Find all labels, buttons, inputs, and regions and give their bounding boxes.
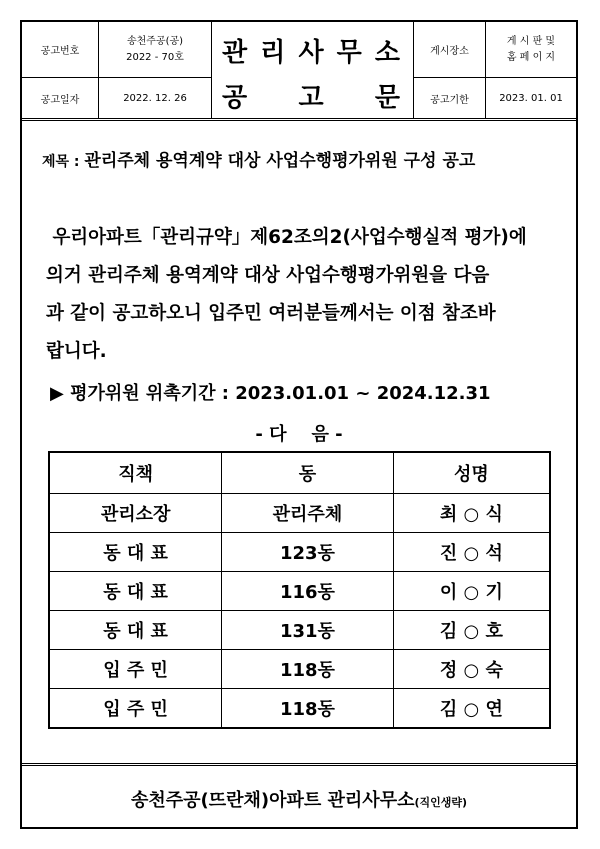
building-cell: 관리주체 — [222, 494, 393, 533]
title-char: 문 — [374, 83, 400, 113]
subject-text: 관리주체 용역계약 대상 사업수행평가위원 구성 공고 — [84, 151, 476, 171]
title-char: 고 — [298, 83, 324, 113]
building-cell: 118동 — [222, 650, 393, 689]
seal-omitted-note: (직인생략) — [414, 796, 468, 809]
notice-date-label: 공고일자 — [40, 94, 80, 106]
title-char: 공 — [222, 83, 248, 113]
body-line: 과 같이 공고하오니 입주민 여러분들께서는 이점 참조바 — [46, 303, 496, 324]
notice-date-value: 2022. 12. 26 — [123, 92, 187, 104]
notice-header — [22, 22, 576, 118]
title-char: 관 — [222, 38, 248, 68]
header-divider — [22, 118, 576, 121]
subject-line — [42, 146, 562, 171]
title-char: 사 — [298, 38, 324, 68]
table-row — [49, 533, 550, 572]
post-place-value: 게 시 판 및 홈 페 이 지 — [506, 35, 556, 63]
name-cell: 김 ○ 호 — [393, 611, 550, 650]
post-place-label: 게시장소 — [430, 46, 469, 57]
notice-body — [46, 219, 561, 371]
notice-frame — [20, 20, 578, 829]
footer-divider — [22, 763, 576, 766]
title-char: 소 — [374, 38, 400, 68]
position-cell: 동 대 표 — [49, 533, 222, 572]
building-cell: 118동 — [222, 689, 393, 729]
name-cell: 정 ○ 숙 — [393, 650, 550, 689]
body-line: 의거 관리주체 용역계약 대상 사업수행평가위원을 다음 — [46, 265, 490, 286]
column-header: 동 — [222, 452, 393, 494]
name-cell: 김 ○ 연 — [393, 689, 550, 729]
table-row — [49, 572, 550, 611]
table-row — [49, 611, 550, 650]
title-char: 리 — [260, 38, 286, 68]
body-line: 우리아파트「관리규약」제62조의2(사업수행실적 평가)에 — [46, 227, 527, 248]
name-cell: 이 ○ 기 — [393, 572, 550, 611]
name-cell: 최 ○ 식 — [393, 494, 550, 533]
position-cell: 관리소장 — [49, 494, 222, 533]
table-row — [49, 494, 550, 533]
notice-no-label: 공고번호 — [40, 46, 80, 57]
table-header-row — [49, 452, 550, 494]
body-line: 랍니다. — [46, 341, 107, 362]
position-cell: 동 대 표 — [49, 572, 222, 611]
issuer — [22, 786, 576, 812]
position-cell: 입 주 민 — [49, 650, 222, 689]
name-cell: 진 ○ 석 — [393, 533, 550, 572]
table-row — [49, 650, 550, 689]
appointment-period: ▶ 평가위원 위촉기간 : 2023.01.01 ~ 2024.12.31 — [50, 383, 491, 404]
members-table — [48, 451, 551, 729]
section-heading: - 다 음 - — [255, 424, 343, 445]
building-cell: 131동 — [222, 611, 393, 650]
position-cell: 동 대 표 — [49, 611, 222, 650]
notice-no-value: 송천주공(공) 2022 - 70호 — [126, 35, 184, 63]
table-row — [49, 689, 550, 729]
building-cell: 123동 — [222, 533, 393, 572]
issuer-name: 송천주공(뜨란채)아파트 관리사무소 — [130, 790, 415, 811]
title-char: 무 — [336, 38, 362, 68]
column-header: 직책 — [49, 452, 222, 494]
post-period-value: 2023. 01. 01 — [499, 92, 563, 104]
position-cell: 입 주 민 — [49, 689, 222, 729]
post-period-label: 공고기한 — [430, 94, 469, 106]
building-cell: 116동 — [222, 572, 393, 611]
notice-title-bottom — [222, 77, 400, 114]
column-header: 성명 — [393, 452, 550, 494]
subject-label: 제목 : — [42, 154, 85, 170]
notice-title-top — [222, 32, 400, 69]
